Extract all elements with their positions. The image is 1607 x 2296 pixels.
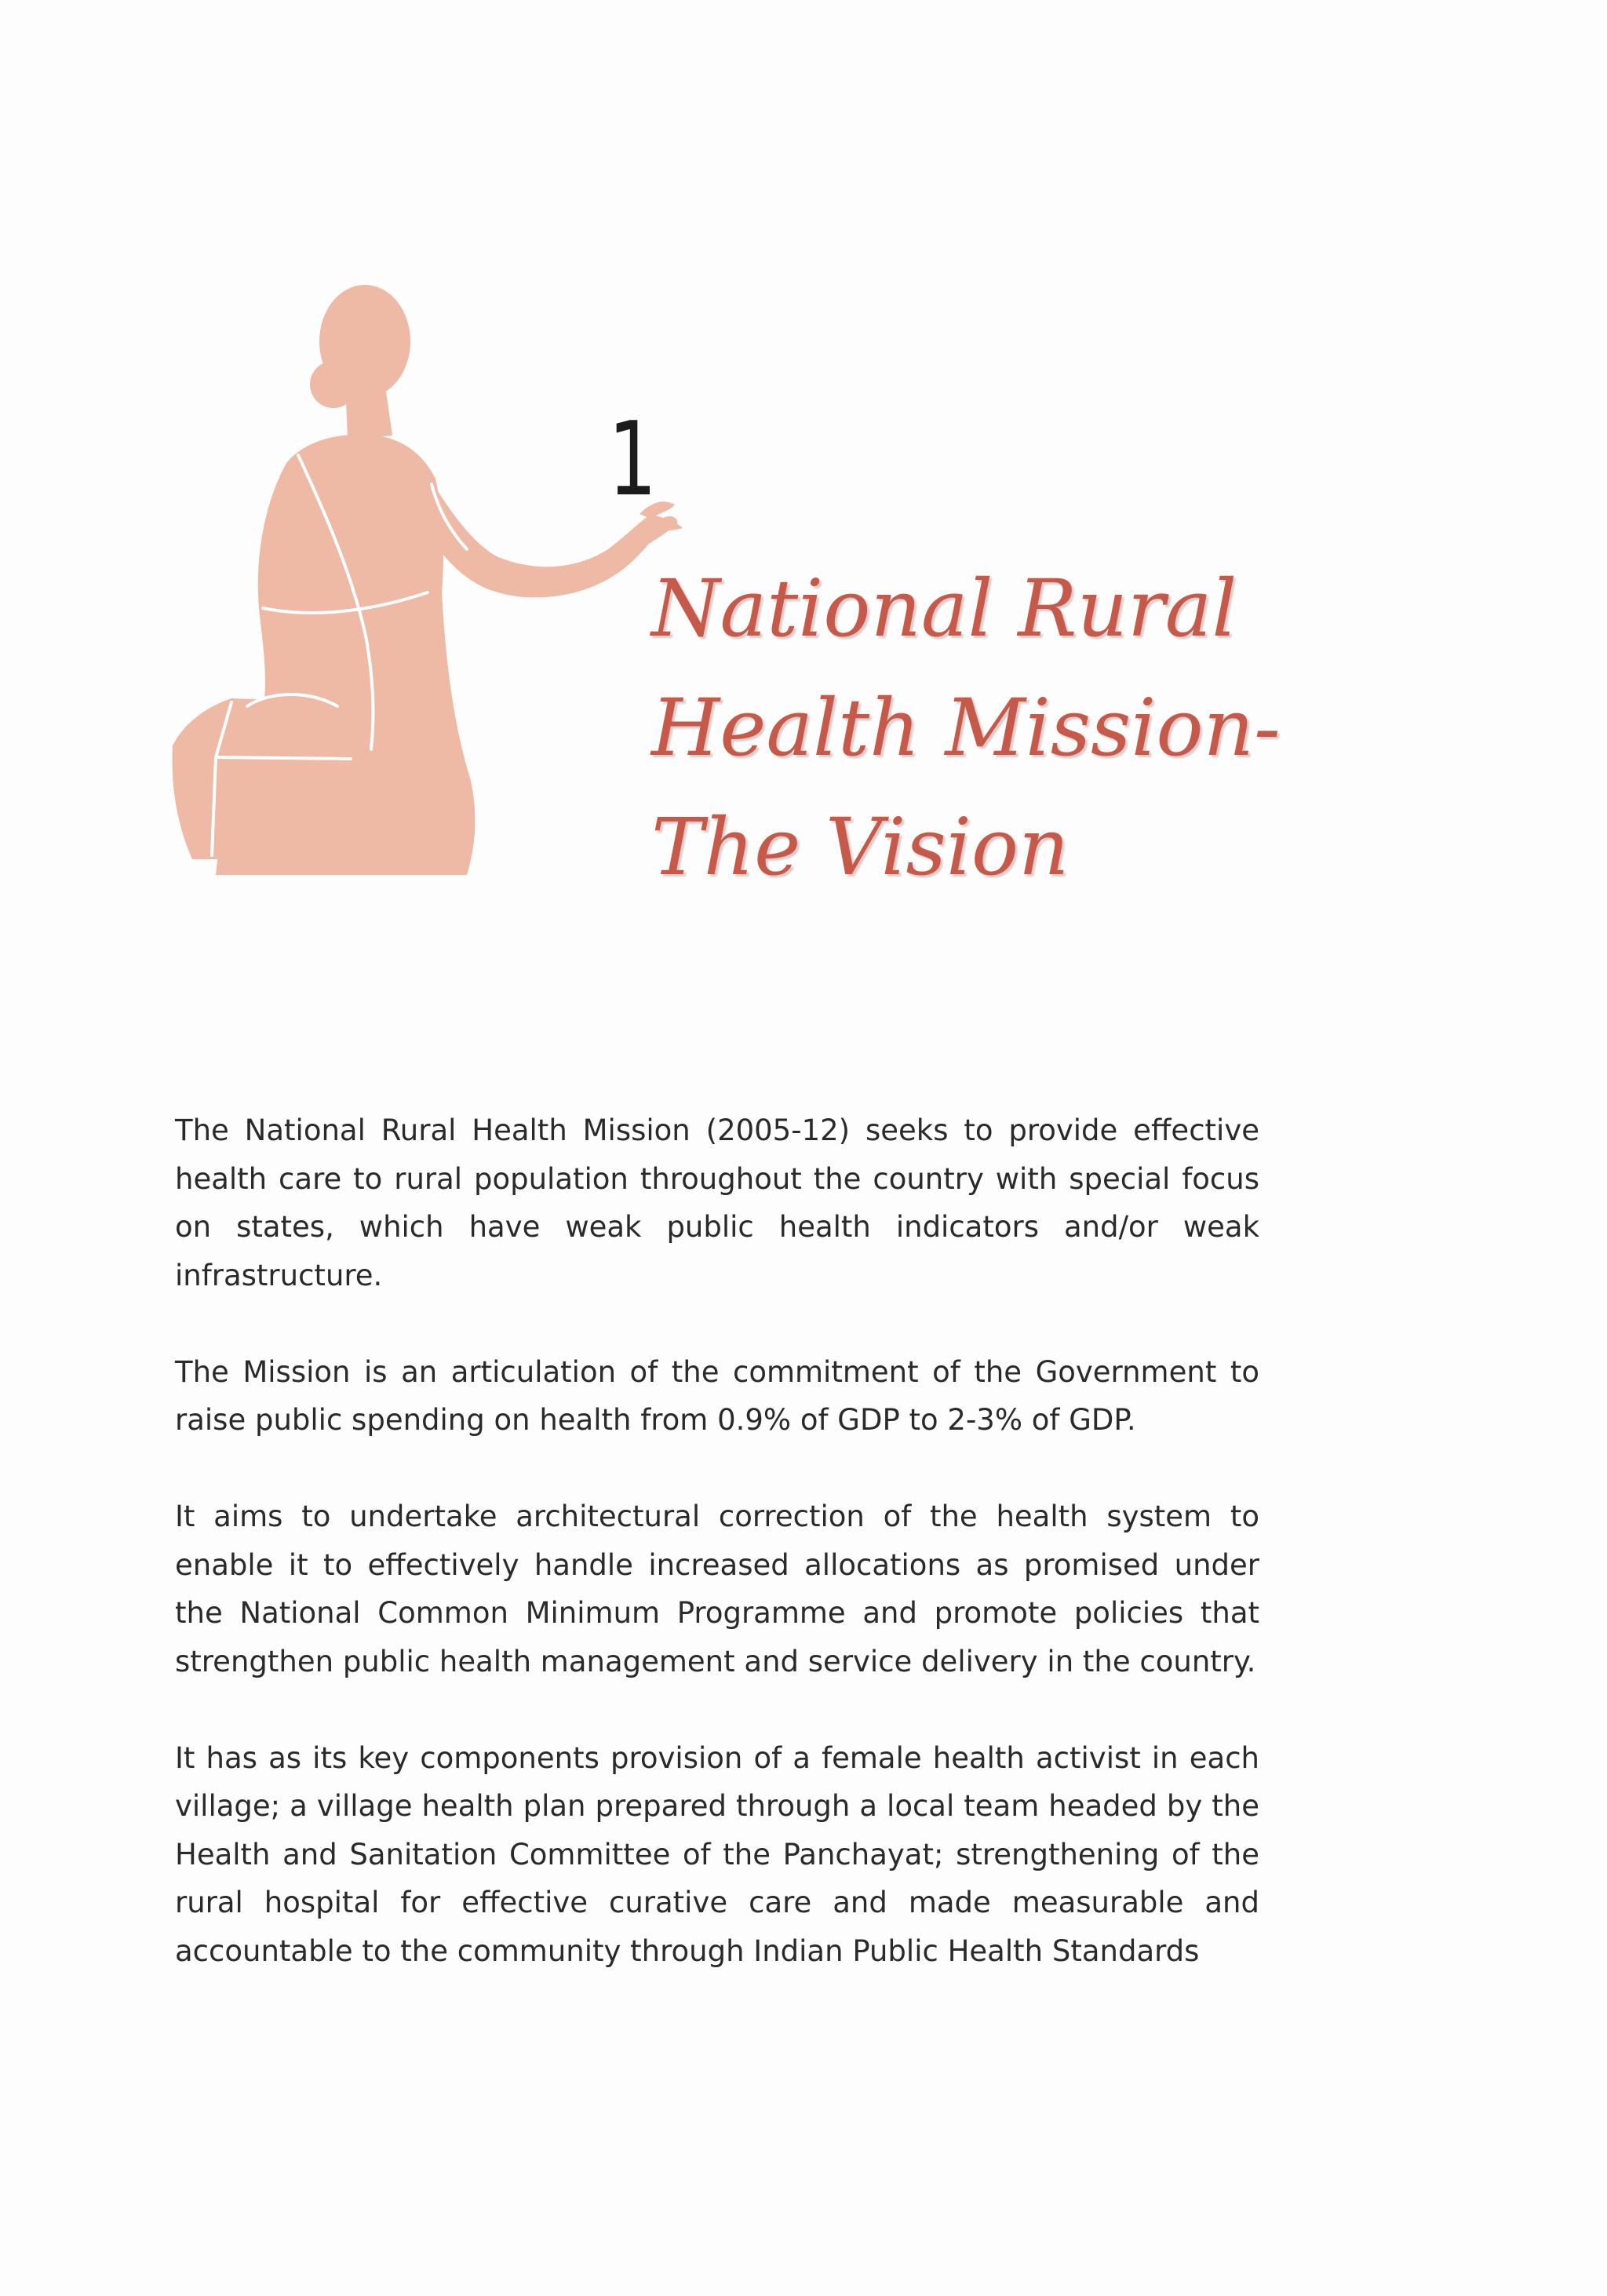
chapter-title-line: National Rural	[651, 563, 1237, 654]
chapter-title	[651, 549, 1357, 907]
body-text	[175, 1106, 1259, 1975]
paragraph: It aims to undertake architectural correction of the health system to enable it to effectively handle increased allocations as promised under the National Common Minimum Programme and promote policies that strengthen public health management and service delivery in the country.	[175, 1500, 1259, 1678]
chapter-title-line: Health Mission-	[651, 682, 1281, 774]
chapter-title-line: The Vision	[651, 801, 1070, 893]
woman-with-bag-illustration	[169, 279, 687, 875]
paragraph: The National Rural Health Mission (2005-12) seeks to provide effective health care to rural population throughout the country with special focus on states, which have weak public health indicators and/or weak infrastructure.	[175, 1113, 1259, 1292]
chapter-number: 1	[608, 399, 658, 519]
paragraph: The Mission is an articulation of the commitment of the Government to raise public spending on health from 0.9% of GDP to 2-3% of GDP.	[175, 1354, 1259, 1437]
paragraph: It has as its key components provision of a female health activist in each village; a village health plan prepared through a local team headed by the Health and Sanitation Committee of the Panchayat; strengthening of the rural hospital for effective curative care and made measurable and accountable to the community through Indian Public Health Standards	[175, 1740, 1259, 1968]
